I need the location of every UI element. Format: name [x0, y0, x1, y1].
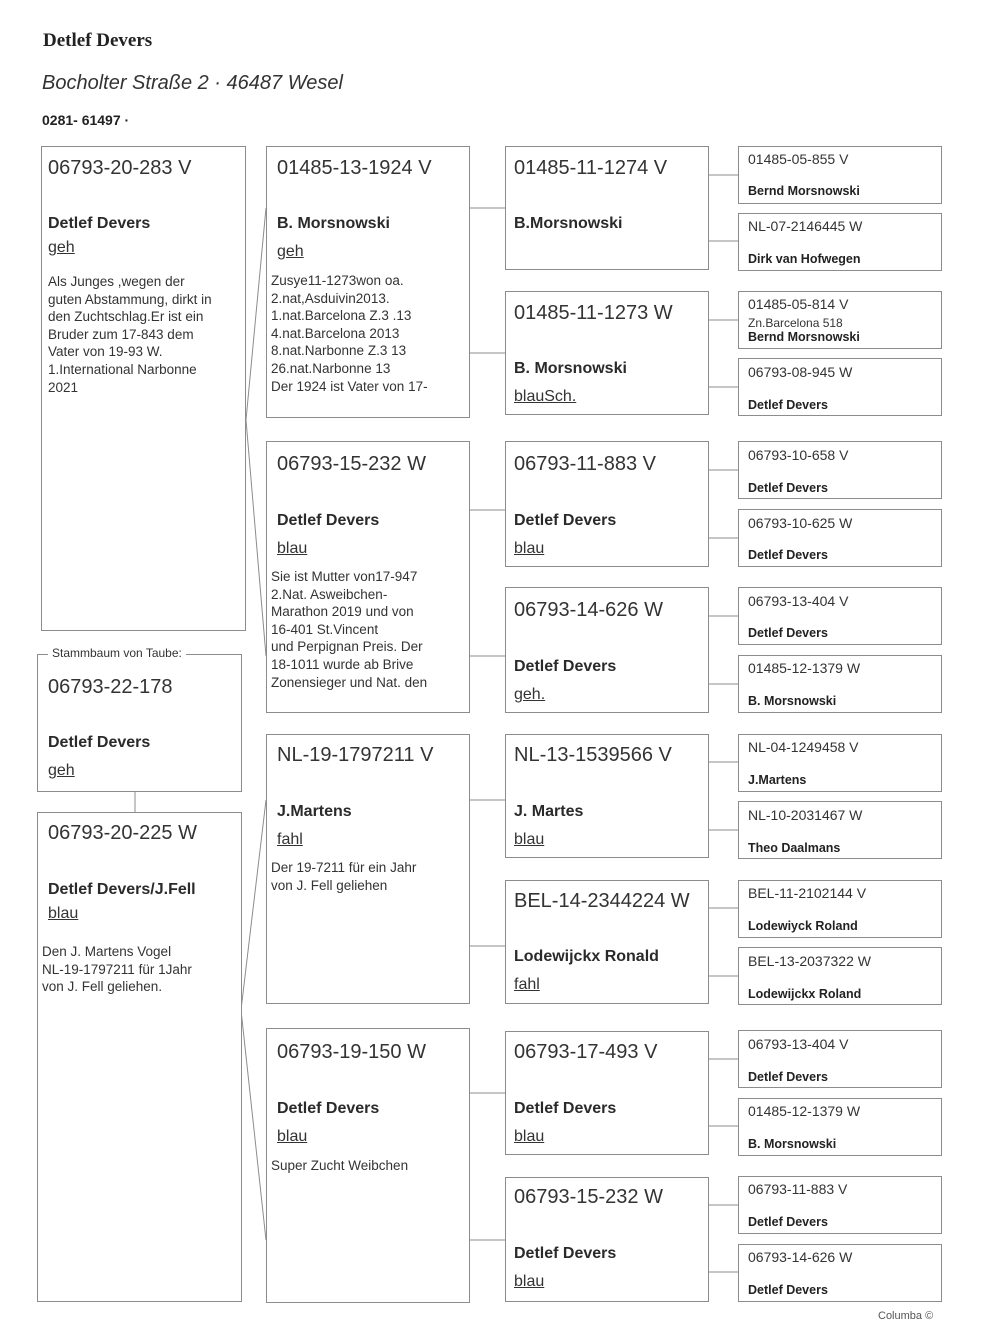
breeder-name: Detlef Devers	[748, 398, 828, 412]
breeder-name: Bernd Morsnowski	[748, 330, 860, 344]
ring-number: 06793-15-232 W	[277, 453, 426, 475]
breeder-name: Theo Daalmans	[748, 841, 841, 855]
breeder-name: Detlef Devers	[748, 1215, 828, 1229]
ring-number: 06793-13-404 V	[748, 593, 849, 609]
breeder-name: Detlef Devers	[48, 215, 151, 232]
grandparent-card[interactable]	[505, 587, 709, 713]
great-grandparent-card[interactable]	[738, 801, 942, 859]
subject-card[interactable]	[41, 146, 246, 631]
breeder-name: Lodewiyck Roland	[748, 919, 858, 933]
owner-name: Detlef Devers	[43, 30, 153, 51]
remark-text: Der 19-7211 für ein Jahr von J. Fell geliehen	[271, 860, 417, 893]
breeder-name: Detlef Devers	[748, 481, 828, 495]
great-grandparent-card[interactable]	[738, 655, 942, 713]
ring-number: NL-13-1539566 V	[514, 744, 672, 766]
breeder-name: B. Morsnowski	[514, 360, 627, 377]
remark-text: Zusye11-1273won oa. 2.nat,Asduivin2013. 1.nat.Barcelona Z.3 .13 4.nat.Barcelona 2013 8.nat.Narbonne Z.3 13 26.nat.Narbonne 13 Der 1924 ist Vater von 17-	[271, 273, 428, 394]
breeder-name: B. Morsnowski	[277, 215, 390, 232]
ring-number: 06793-13-404 V	[748, 1036, 849, 1052]
great-grandparent-card[interactable]	[738, 1244, 942, 1302]
breeder-name: Detlef Devers	[748, 1070, 828, 1084]
great-grandparent-card[interactable]	[738, 947, 942, 1005]
remark-text: Den J. Martens Vogel NL-19-1797211 für 1Jahr von J. Fell geliehen.	[42, 944, 192, 995]
breeder-name: Detlef Devers	[748, 548, 828, 562]
color-label: geh	[48, 762, 75, 779]
ring-number: 06793-19-150 W	[277, 1041, 426, 1063]
breeder-name: Detlef Devers/J.Fell	[48, 881, 196, 898]
color-label: blauSch.	[514, 388, 577, 405]
great-grandparent-card[interactable]	[738, 880, 942, 938]
color-label: blau	[48, 905, 79, 922]
breeder-name: Dirk van Hofwegen	[748, 252, 861, 266]
breeder-name: Bernd Morsnowski	[748, 184, 860, 198]
grandparent-card[interactable]	[505, 441, 709, 567]
breeder-name: Lodewijckx Roland	[748, 987, 862, 1001]
breeder-name: J. Martes	[514, 803, 584, 820]
grandparent-card[interactable]	[505, 1177, 709, 1302]
great-grandparent-card[interactable]	[738, 213, 942, 271]
mate-card[interactable]	[37, 812, 242, 1302]
ring-number: NL-07-2146445 W	[748, 218, 863, 234]
ring-number: NL-19-1797211 V	[277, 744, 434, 766]
ring-number: 06793-10-658 V	[748, 447, 849, 463]
breeder-name: J.Martens	[277, 803, 352, 820]
ring-number: 06793-17-493 V	[514, 1041, 658, 1063]
grandparent-card[interactable]	[505, 291, 709, 415]
ring-number: 06793-20-225 W	[48, 822, 197, 844]
performance-note: Zn.Barcelona 518	[748, 316, 843, 330]
ring-number: 06793-15-232 W	[514, 1186, 663, 1208]
breeder-name: J.Martens	[748, 773, 807, 787]
color-label: geh	[48, 239, 75, 256]
great-grandparent-card[interactable]	[738, 509, 942, 567]
ring-number: 06793-20-283 V	[48, 157, 192, 179]
ring-number: 06793-22-178	[48, 676, 173, 698]
breeder-name: Detlef Devers	[748, 626, 828, 640]
parent-card[interactable]	[266, 441, 470, 713]
parent-card[interactable]	[266, 734, 470, 1004]
ring-number: 01485-12-1379 W	[748, 1103, 861, 1119]
great-grandparent-card[interactable]	[738, 291, 942, 349]
breeder-name: Detlef Devers	[514, 1245, 617, 1262]
breeder-name: Detlef Devers	[514, 658, 617, 675]
color-label: blau	[514, 1128, 545, 1145]
parent-card[interactable]	[266, 146, 470, 418]
ring-number: BEL-11-2102144 V	[748, 885, 867, 901]
breeder-name: Detlef Devers	[514, 512, 617, 529]
breeder-name: Detlef Devers	[48, 734, 151, 751]
ring-number: NL-10-2031467 W	[748, 807, 863, 823]
legend-label: Stammbaum von Taube:	[48, 646, 186, 660]
ring-number: 01485-13-1924 V	[277, 157, 432, 179]
breeder-name: Detlef Devers	[748, 1283, 828, 1297]
great-grandparent-card[interactable]	[738, 146, 942, 204]
grandparent-card[interactable]	[505, 734, 709, 858]
great-grandparent-card[interactable]	[738, 734, 942, 792]
ring-number: 01485-05-814 V	[748, 296, 849, 312]
ring-number: 06793-08-945 W	[748, 364, 853, 380]
color-label: blau	[514, 831, 545, 848]
ring-number: 01485-11-1274 V	[514, 157, 668, 179]
color-label: fahl	[277, 831, 303, 848]
ring-number: 06793-11-883 V	[514, 453, 656, 475]
great-grandparent-card[interactable]	[738, 1098, 942, 1156]
ring-number: 06793-14-626 W	[748, 1249, 853, 1265]
remark-text: Als Junges ,wegen der guten Abstammung, dirkt in den Zuchtschlag.Er ist ein Bruder zum 17-843 dem Vater von 19-93 W. 1.International Narbonne 2021	[48, 274, 212, 395]
great-grandparent-card[interactable]	[738, 441, 942, 499]
grandparent-card[interactable]	[505, 1031, 709, 1155]
grandparent-card[interactable]	[505, 146, 709, 270]
sibling-card[interactable]	[37, 662, 242, 792]
color-label: blau	[277, 1128, 308, 1145]
ring-number: BEL-14-2344224 W	[514, 890, 690, 912]
breeder-name: Detlef Devers	[277, 512, 380, 529]
owner-phone: 0281- 61497 ·	[42, 112, 130, 128]
owner-address: Bocholter Straße 2 · 46487 Wesel	[42, 72, 343, 94]
ring-number: 06793-11-883 V	[748, 1181, 848, 1197]
remark-text: Super Zucht Weibchen	[271, 1158, 409, 1173]
color-label: geh	[277, 243, 304, 260]
footer-credit: Columba ©	[878, 1310, 934, 1322]
breeder-name: Lodewijckx Ronald	[514, 948, 659, 965]
great-grandparent-card[interactable]	[738, 1030, 942, 1088]
great-grandparent-card[interactable]	[738, 358, 942, 416]
remark-text: Sie ist Mutter von17-947 2.Nat. Asweibchen- Marathon 2019 und von 16-401 St.Vincent und Perpignan Preis. Der 18-1011 wurde ab Brive Zonensieger und Nat. den	[271, 569, 428, 690]
color-label: geh.	[514, 686, 546, 703]
great-grandparent-card[interactable]	[738, 1176, 942, 1234]
color-label: blau	[277, 540, 308, 557]
color-label: blau	[514, 1273, 545, 1290]
ring-number: 06793-10-625 W	[748, 515, 853, 531]
breeder-name: Detlef Devers	[514, 1100, 617, 1117]
grandparent-card[interactable]	[505, 880, 709, 1004]
breeder-name: Detlef Devers	[277, 1100, 380, 1117]
parent-card[interactable]	[266, 1028, 470, 1303]
ring-number: 01485-12-1379 W	[748, 660, 861, 676]
ring-number: NL-04-1249458 V	[748, 739, 859, 755]
ring-number: BEL-13-2037322 W	[748, 953, 871, 969]
ring-number: 06793-14-626 W	[514, 599, 663, 621]
color-label: blau	[514, 540, 545, 557]
ring-number: 01485-05-855 V	[748, 151, 849, 167]
color-label: fahl	[514, 976, 540, 993]
ring-number: 01485-11-1273 W	[514, 302, 673, 324]
breeder-name: B. Morsnowski	[748, 1137, 837, 1151]
breeder-name: B. Morsnowski	[748, 694, 837, 708]
breeder-name: B.Morsnowski	[514, 215, 623, 232]
great-grandparent-card[interactable]	[738, 587, 942, 645]
